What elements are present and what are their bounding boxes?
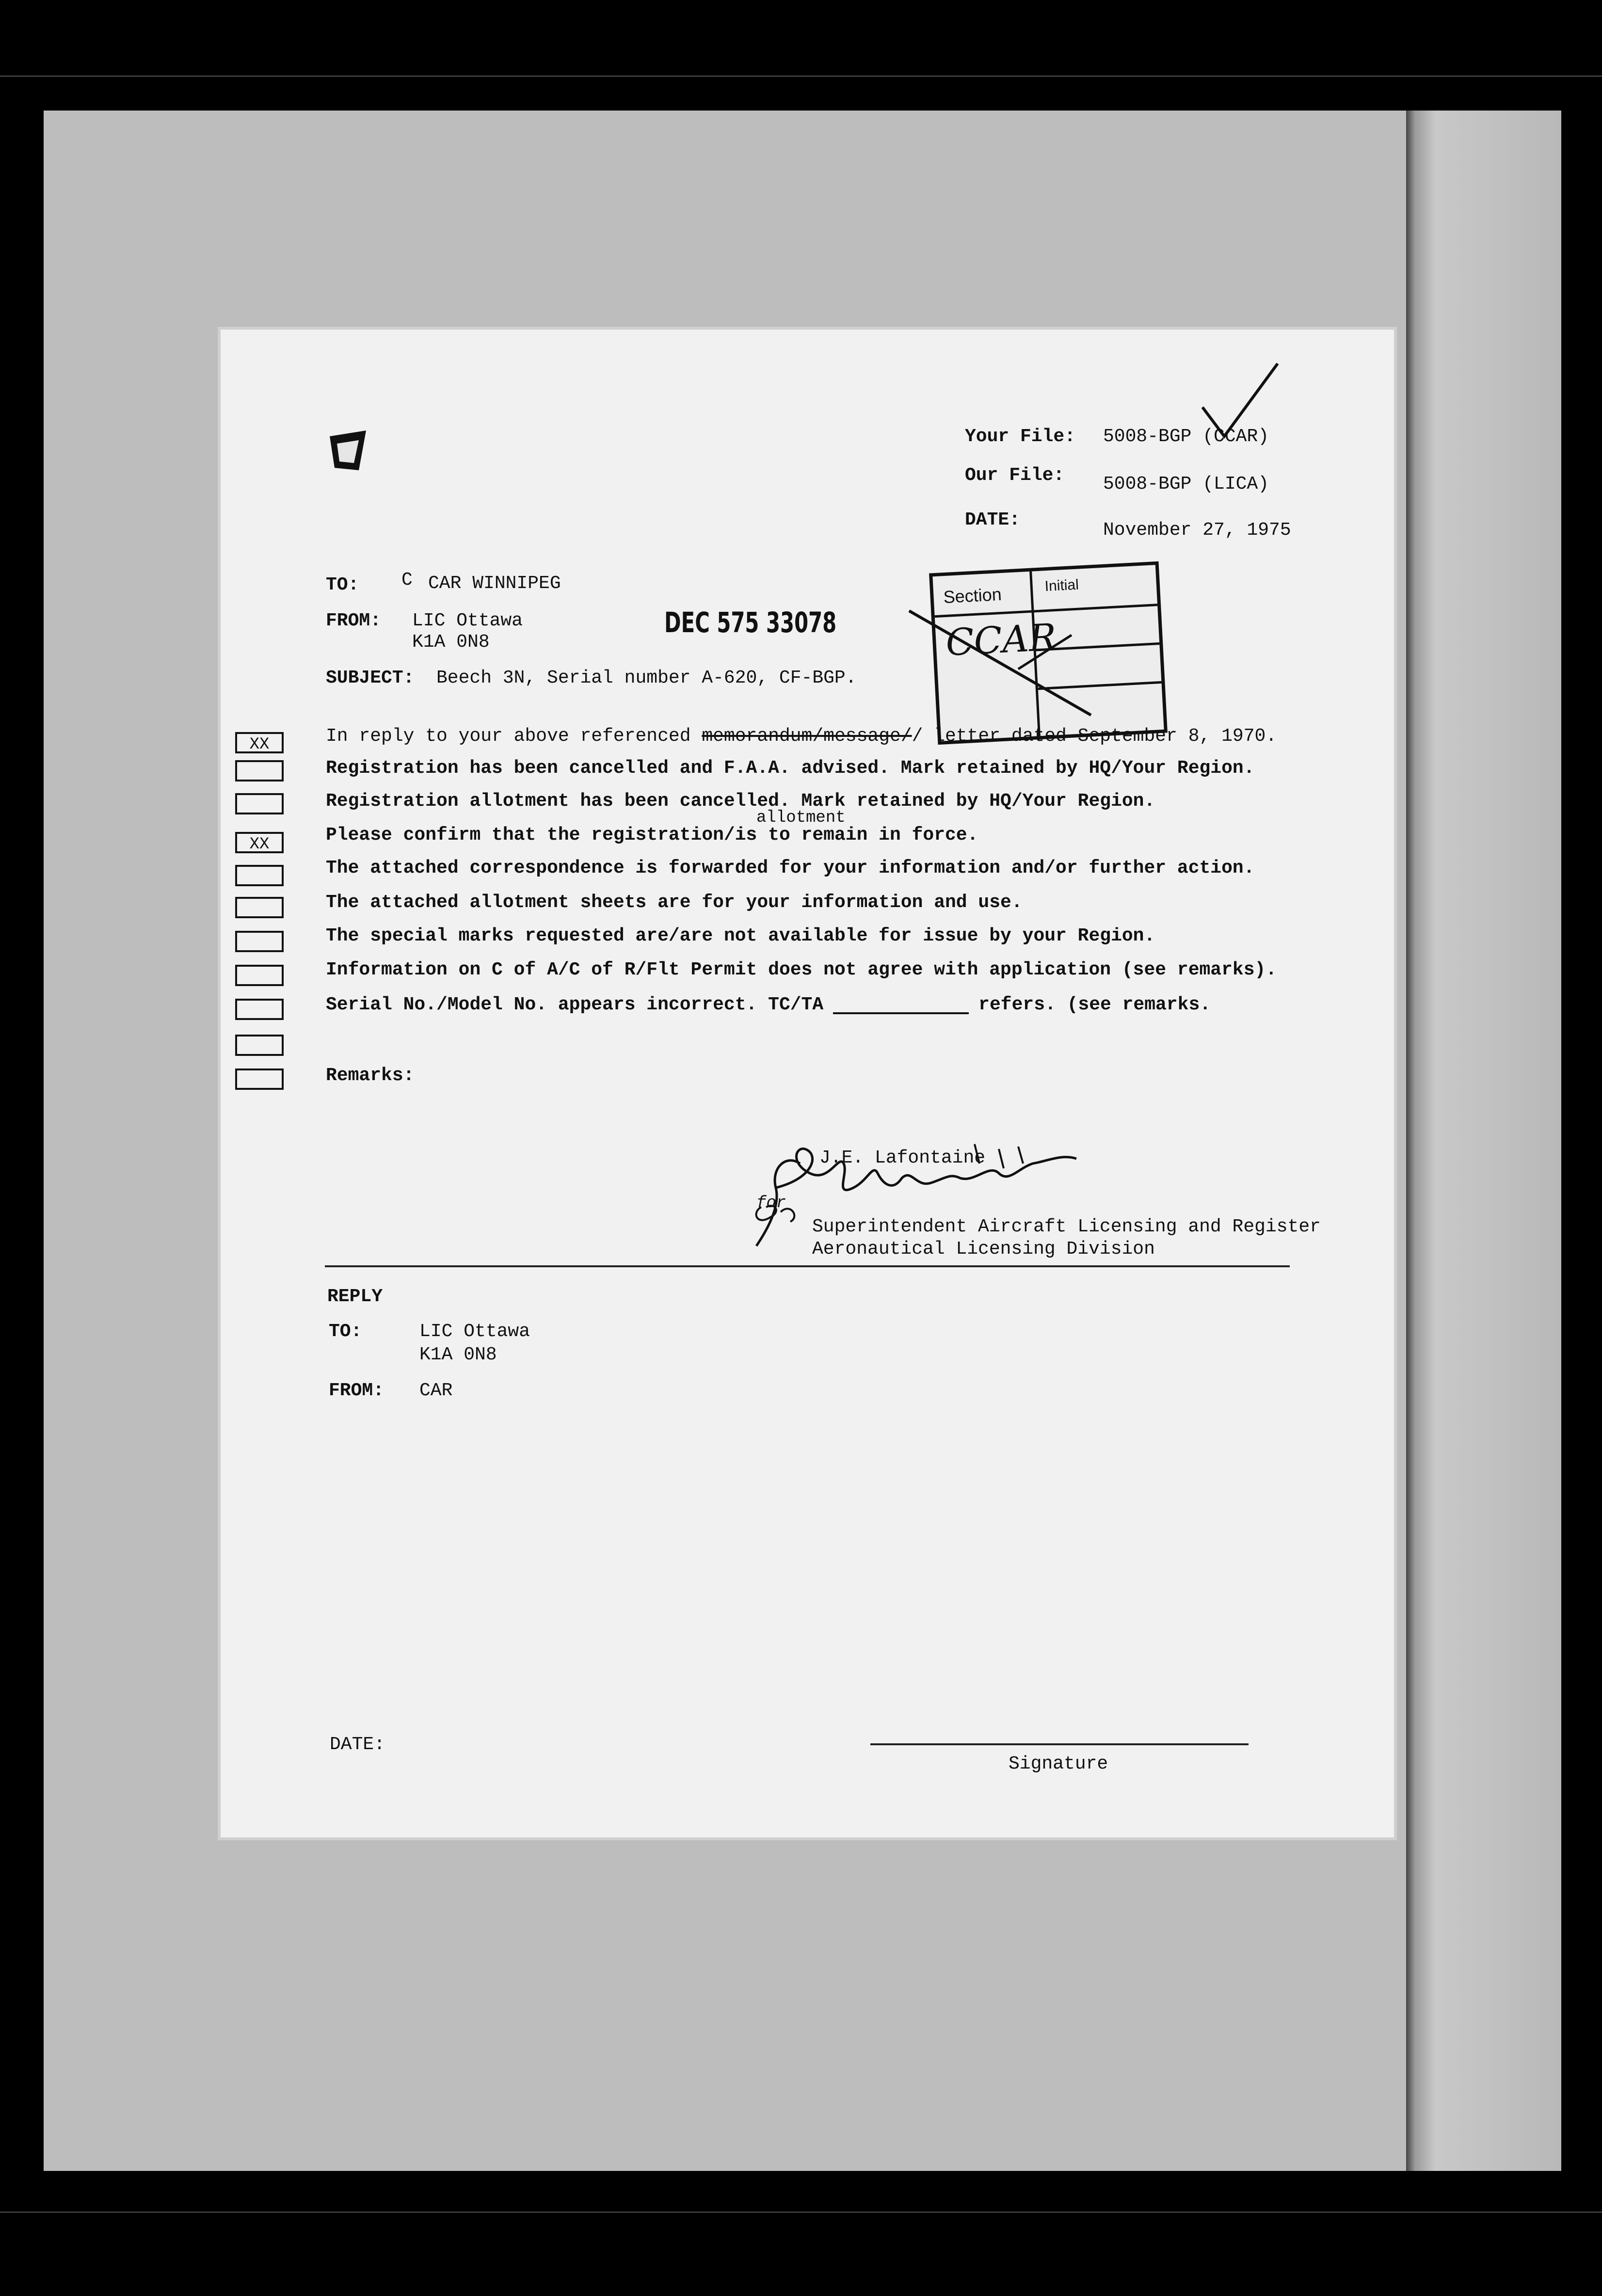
subject-label: SUBJECT: [326,668,415,688]
signature-line [870,1743,1249,1745]
signatory-division: Aeronautical Licensing Division [812,1239,1155,1260]
reply-heading: REPLY [327,1286,383,1307]
film-edge-top [0,76,1602,77]
from-line2: K1A 0N8 [412,632,490,653]
reply-to-label: TO: [329,1321,362,1342]
reply-from-label: FROM: [329,1380,384,1401]
for-mark: for [756,1194,786,1212]
your-file-value: 5008-BGP (CCAR) [1103,426,1269,447]
our-file-label: Our File: [965,465,1065,486]
from-line1: LIC Ottawa [412,610,523,631]
reply-to-line2: K1A 0N8 [419,1344,497,1365]
checklist-item-allotment-sheets: The attached allotment sheets are for your information and use. [326,892,1023,913]
signatory-title: Superintendent Aircraft Licensing and Register [812,1216,1321,1237]
checkbox-allotment-sheets[interactable] [235,897,284,918]
signatory-name: J.E. Lafontaine [819,1148,986,1168]
allotment-insert: allotment [756,809,846,827]
punch-hole-mark [320,422,378,480]
checklist-item-special-marks: The special marks requested are/are not available for issue by your Region. [326,925,1155,946]
date-value: November 27, 1975 [1103,520,1291,541]
stamp-strike-mark [907,601,1110,722]
checkbox-correspondence[interactable] [235,865,284,886]
our-file-value: 5008-BGP (LICA) [1103,474,1269,494]
subject-value: Beech 3N, Serial number A-620, CF-BGP. [436,668,857,688]
reply-to-line1: LIC Ottawa [419,1321,530,1342]
stamp-initial-label: Initial [1044,576,1079,595]
remarks-label: Remarks: [326,1065,415,1086]
your-file-label: Your File: [965,426,1076,447]
film-edge-bottom [0,2212,1602,2213]
checkbox-blank-2[interactable] [235,1068,284,1090]
checkbox-confirm-registration[interactable]: XX [235,832,284,853]
checkbox-special-marks[interactable] [235,931,284,952]
received-date-stamp: DEC 575 33078 [664,606,837,639]
checkbox-allotment-cancelled[interactable] [235,793,284,814]
reply-from-value: CAR [419,1380,453,1401]
checkbox-serial-incorrect[interactable] [235,999,284,1020]
checkbox-blank-1[interactable] [235,1035,284,1056]
stamp-section-label: Section [943,584,1002,607]
checkbox-registration-cancelled[interactable] [235,760,284,781]
checklist-item-allotment-cancelled: Registration allotment has been cancelled. Mark retained by HQ/Your Region. [326,791,1155,812]
reply-date-label: DATE: [330,1734,385,1755]
checkbox-reply[interactable]: XX [235,732,284,753]
checklist-item-information-mismatch: Information on C of A/C of R/Flt Permit does not agree with application (see remarks). [326,959,1277,980]
tc-ta-blank [833,1012,969,1014]
folder-edge [1406,111,1561,2171]
checklist-item-correspondence: The attached correspondence is forwarded for your information and/or further action. [326,858,1255,878]
to-value: CAR WINNIPEG [428,573,561,594]
checklist-item-reply: In reply to your above referenced memorandum/message// letter dated September 8, 1970. [326,726,1277,747]
to-prefix: C [401,570,413,590]
to-label: TO: [326,574,359,595]
signature-label: Signature [1009,1754,1108,1774]
reply-divider-line [325,1265,1290,1267]
stamp-handwritten-ccar: CCAR [945,615,1058,664]
from-label: FROM: [326,610,382,631]
checklist-item-confirm-registration: Please confirm that the registration/is to remain in force. [326,825,978,845]
checklist-item-serial-incorrect: Serial No./Model No. appears incorrect. TC/TA refers. (see remarks. [326,994,1211,1015]
checkbox-information-mismatch[interactable] [235,965,284,986]
date-label: DATE: [965,510,1021,530]
checklist-item-registration-cancelled: Registration has been cancelled and F.A.A. advised. Mark retained by HQ/Your Region. [326,758,1255,779]
